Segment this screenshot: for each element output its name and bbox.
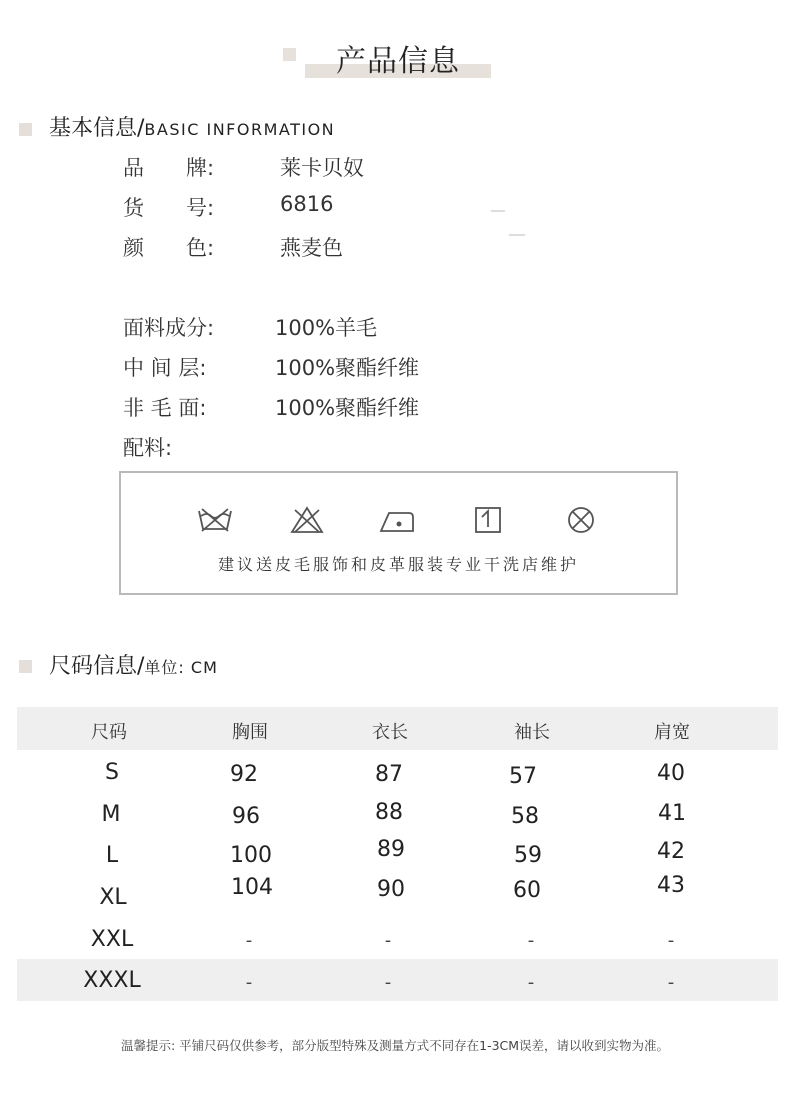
size-disclaimer-note: 温馨提示: 平铺尺码仅供参考，部分版型特殊及测量方式不同存在1-3CM误差，请以收到实物为准。 — [120, 1038, 670, 1053]
size-info-heading — [49, 649, 218, 680]
table-cell: 88 — [375, 800, 403, 825]
table-cell: 40 — [657, 761, 685, 786]
table-cell: 42 — [657, 839, 685, 864]
table-cell: XXL — [90, 927, 134, 952]
table-cell: 96 — [232, 804, 260, 829]
table-cell: 43 — [657, 873, 685, 898]
table-cell: XXXL — [83, 968, 141, 993]
table-cell: - — [245, 972, 253, 993]
page-title: 产品信息 — [336, 44, 460, 79]
table-cell: 90 — [377, 877, 405, 902]
do-not-wash-icon — [197, 505, 233, 535]
column-header-shoulder: 肩宽 — [654, 722, 690, 743]
table-cell: - — [527, 930, 535, 951]
table-cell: - — [384, 930, 392, 951]
table-cell: 100 — [230, 843, 272, 868]
table-cell: S — [105, 760, 119, 785]
table-cell: - — [527, 972, 535, 993]
table-cell: 92 — [230, 762, 258, 787]
title-decoration-square — [283, 48, 296, 61]
care-instruction-text: 建议送皮毛服饰和皮革服装专业干洗店维护 — [217, 555, 579, 574]
table-cell: M — [101, 802, 121, 827]
table-cell: - — [667, 972, 675, 993]
table-cell: - — [384, 972, 392, 993]
size-info-heading-cn: 尺码信息/ — [49, 654, 145, 679]
table-cell: 104 — [231, 875, 273, 900]
table-cell: 58 — [511, 804, 539, 829]
table-cell: 87 — [375, 762, 403, 787]
fabric-label: 面料成分: — [123, 316, 215, 340]
color-value: 燕麦色 — [280, 236, 343, 260]
table-cell: 60 — [513, 878, 541, 903]
table-cell: - — [667, 930, 675, 951]
column-header-chest: 胸围 — [232, 722, 268, 743]
basic-info-heading-en: BASIC INFORMATION — [144, 120, 336, 139]
table-cell: 41 — [658, 801, 686, 826]
table-cell: L — [105, 843, 119, 868]
decorative-line — [509, 234, 525, 236]
basic-info-heading — [49, 111, 335, 142]
middle-layer-label: 中 间 层: — [123, 356, 207, 380]
item-number-label: 货 号: — [123, 196, 215, 220]
brand-label: 品 牌: — [123, 156, 215, 180]
section-marker — [19, 660, 32, 673]
non-wool-side-label: 非 毛 面: — [123, 396, 207, 420]
section-marker — [19, 123, 32, 136]
fabric-value: 100%羊毛 — [275, 316, 378, 340]
table-cell: XL — [99, 885, 127, 910]
basic-info-heading-cn: 基本信息/ — [49, 116, 145, 141]
column-header-size: 尺码 — [91, 722, 127, 743]
color-label: 颜 色: — [123, 236, 215, 260]
non-wool-side-value: 100%聚酯纤维 — [275, 396, 420, 420]
low-iron-icon — [379, 505, 415, 535]
line-dry-icon — [470, 505, 506, 535]
table-cell: - — [245, 930, 253, 951]
column-header-sleeve: 袖长 — [514, 722, 550, 743]
accessories-label: 配料: — [123, 436, 173, 460]
decorative-line — [491, 210, 505, 212]
table-cell: 57 — [509, 764, 537, 789]
do-not-bleach-icon — [289, 505, 325, 535]
middle-layer-value: 100%聚酯纤维 — [275, 356, 420, 380]
size-unit: 单位: CM — [144, 658, 218, 677]
table-cell: 59 — [514, 843, 542, 868]
brand-value: 莱卡贝奴 — [280, 156, 364, 180]
item-number-value: 6816 — [280, 192, 334, 216]
do-not-tumble-dry-icon — [563, 505, 599, 535]
column-header-length: 衣长 — [372, 722, 408, 743]
table-cell: 89 — [377, 837, 405, 862]
